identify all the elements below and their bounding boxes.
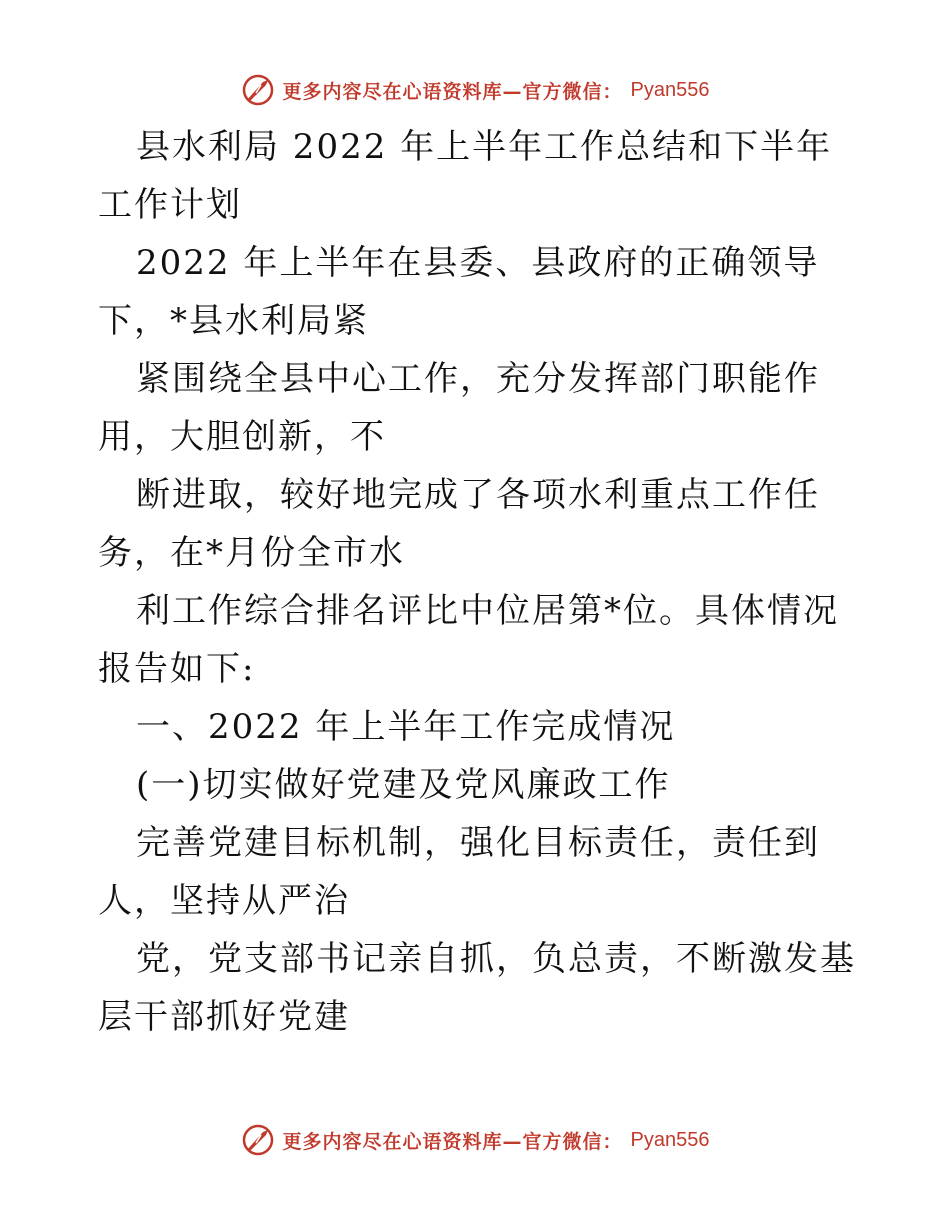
watermark-wechat-id: Pyan556 bbox=[630, 78, 710, 101]
paragraph: 党，党支部书记亲自抓，负总责，不断激发基层干部抓好党建 bbox=[98, 939, 856, 1037]
watermark-text: 更多内容尽在心语资料库—官方微信： bbox=[282, 1130, 623, 1153]
subsection-heading: (一)切实做好党建及党风廉政工作 bbox=[136, 765, 671, 805]
watermark-banner-bottom bbox=[0, 1120, 950, 1160]
document-body bbox=[98, 118, 858, 1046]
paragraph: 完善党建目标机制，强化目标责任，责任到人，坚持从严治 bbox=[98, 823, 820, 921]
watermark-text: 更多内容尽在心语资料库—官方微信： bbox=[282, 80, 623, 103]
watermark-wechat-id: Pyan556 bbox=[630, 1128, 710, 1151]
quill-pen-icon bbox=[241, 1123, 275, 1157]
paragraph: 断进取，较好地完成了各项水利重点工作任务，在*月份全市水 bbox=[98, 475, 820, 573]
paragraph: 2022 年上半年在县委、县政府的正确领导下，*县水利局紧 bbox=[98, 243, 820, 341]
quill-pen-icon bbox=[241, 73, 275, 107]
document-title: 县水利局 2022 年上半年工作总结和下半年工作计划 bbox=[98, 127, 833, 225]
section-heading: 一、2022 年上半年工作完成情况 bbox=[136, 707, 676, 747]
paragraph: 利工作综合排名评比中位居第*位。具体情况报告如下: bbox=[98, 591, 839, 689]
watermark-banner-top bbox=[0, 70, 950, 110]
paragraph: 紧围绕全县中心工作，充分发挥部门职能作用，大胆创新，不 bbox=[98, 359, 820, 457]
